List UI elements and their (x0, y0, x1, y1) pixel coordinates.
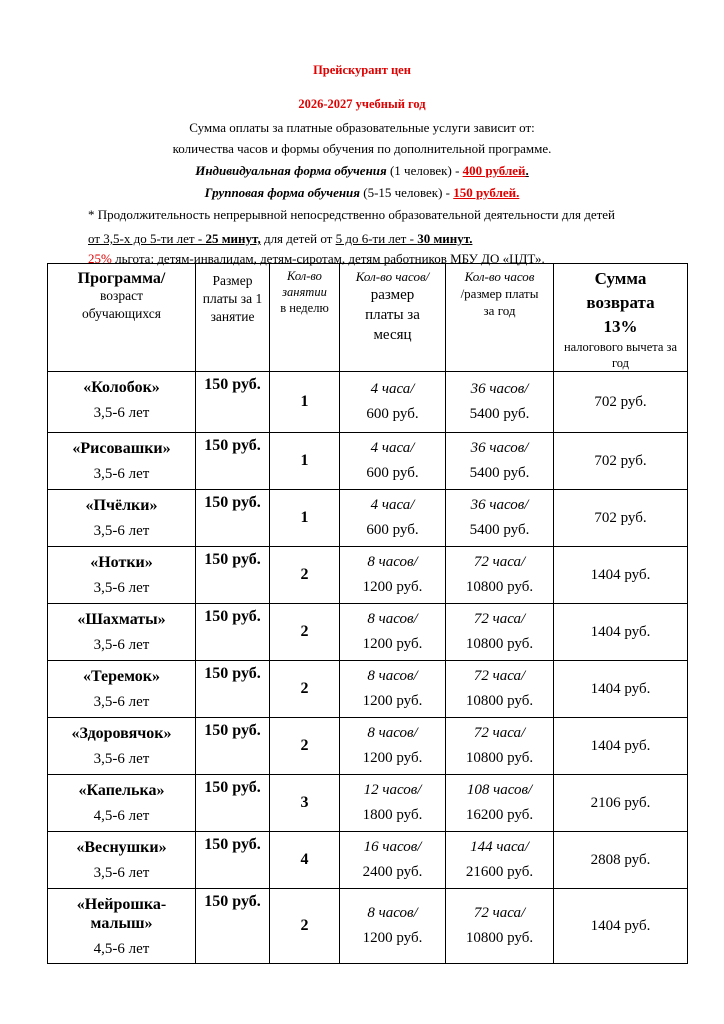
count-cell (270, 775, 340, 832)
count-value: 1 (300, 509, 309, 526)
refund-value: 702 руб. (594, 452, 647, 469)
table-row (48, 889, 688, 964)
duration-time-2: 30 минут. (417, 231, 473, 246)
discount-percent: 25% (88, 251, 112, 266)
fee-cell (196, 718, 270, 775)
program-cell (48, 547, 196, 604)
header-year (446, 264, 554, 372)
refund-value: 1404 руб. (590, 680, 651, 697)
group-people: (5-15 человек) - (359, 185, 454, 200)
count-value: 2 (300, 917, 309, 934)
program-name: «Капелька» (78, 782, 165, 799)
header-fee-text: Размер платы за 1 занятие (202, 273, 263, 324)
month-price: 600 руб. (366, 406, 419, 422)
count-cell (270, 832, 340, 889)
header-refund-main: Сумма возврата 13% (586, 269, 655, 336)
month-hours: 8 часов/ (367, 611, 418, 627)
program-age: 3,5-6 лет (93, 694, 150, 710)
program-age: 3,5-6 лет (93, 466, 150, 482)
year-price: 5400 руб. (469, 465, 530, 481)
count-value: 2 (300, 623, 309, 640)
month-hours: 8 часов/ (367, 554, 418, 570)
table-row (48, 433, 688, 490)
table-row (48, 547, 688, 604)
table-header-row (48, 264, 688, 372)
table-row (48, 832, 688, 889)
month-hours: 8 часов/ (367, 905, 418, 921)
header-refund-sub: налогового вычета за год (563, 340, 678, 370)
program-cell (48, 490, 196, 547)
fee-cell (196, 832, 270, 889)
program-age: 3,5-6 лет (93, 865, 150, 881)
month-cell (340, 832, 446, 889)
fee-value: 150 руб. (204, 437, 261, 454)
count-cell (270, 718, 340, 775)
month-hours: 16 часов/ (363, 839, 422, 855)
table-row (48, 490, 688, 547)
year-price: 10800 руб. (465, 693, 534, 709)
program-name: «Колобок» (83, 379, 160, 396)
month-cell (340, 889, 446, 964)
count-cell (270, 604, 340, 661)
count-cell (270, 433, 340, 490)
group-price: 150 рублей. (453, 185, 520, 200)
year-price: 10800 руб. (465, 750, 534, 766)
refund-value: 1404 руб. (590, 737, 651, 754)
refund-cell (554, 832, 688, 889)
fee-value: 150 руб. (204, 494, 261, 511)
fee-cell (196, 490, 270, 547)
header-refund (554, 264, 688, 372)
count-value: 2 (300, 680, 309, 697)
program-cell (48, 832, 196, 889)
program-age: 4,5-6 лет (93, 941, 150, 957)
duration-note-line-2 (88, 231, 472, 247)
table-row (48, 775, 688, 832)
month-price: 1200 руб. (362, 636, 423, 652)
year-cell (446, 889, 554, 964)
refund-value: 1404 руб. (590, 623, 651, 640)
duration-age-1: от 3,5-х до 5-ти лет - (88, 231, 206, 246)
fee-value: 150 руб. (204, 779, 261, 796)
program-cell (48, 433, 196, 490)
page-title: Прейскурант цен (313, 63, 411, 77)
fee-cell (196, 547, 270, 604)
individual-price: 400 рублей (462, 163, 526, 178)
refund-cell (554, 889, 688, 964)
month-price: 1200 руб. (362, 930, 423, 946)
year-price: 10800 руб. (465, 579, 534, 595)
duration-mid: для детей от (260, 231, 336, 246)
duration-age-2: 5 до 6-ти лет - (335, 231, 418, 246)
month-price: 1200 руб. (362, 579, 423, 595)
program-name: «Здоровячок» (71, 725, 172, 742)
year-cell (446, 372, 554, 433)
month-hours: 8 часов/ (367, 668, 418, 684)
program-cell (48, 604, 196, 661)
individual-form-label: Индивидуальная форма обучения (195, 163, 387, 178)
count-cell (270, 889, 340, 964)
refund-value: 2808 руб. (590, 851, 651, 868)
refund-cell (554, 433, 688, 490)
intro-line-1: Сумма оплаты за платные образовательные услуги зависит от: (189, 120, 535, 135)
group-form-label: Групповая форма обучения (204, 185, 360, 200)
year-hours: 72 часа/ (473, 554, 526, 570)
month-price: 2400 руб. (362, 864, 423, 880)
year-price: 10800 руб. (465, 636, 534, 652)
header-year-main: Кол-во часов (464, 269, 535, 284)
header-count (270, 264, 340, 372)
year-hours: 108 часов/ (466, 782, 533, 798)
count-cell (270, 661, 340, 718)
year-hours: 72 часа/ (473, 668, 526, 684)
header-month-sub: размер платы за месяц (365, 287, 420, 343)
price-table (47, 263, 688, 964)
fee-cell (196, 889, 270, 964)
month-hours: 12 часов/ (363, 782, 422, 798)
individual-people: (1 человек) - (386, 163, 463, 178)
year-price: 5400 руб. (469, 522, 530, 538)
academic-year: 2026-2027 учебный год (298, 97, 426, 111)
header-program-main: Программа/ (77, 270, 166, 287)
year-cell (446, 604, 554, 661)
month-price: 1200 руб. (362, 750, 423, 766)
year-hours: 36 часов/ (470, 381, 529, 397)
year-cell (446, 433, 554, 490)
fee-value: 150 руб. (204, 551, 261, 568)
month-cell (340, 372, 446, 433)
year-hours: 36 часов/ (470, 497, 529, 513)
refund-cell (554, 718, 688, 775)
discount-text: льгота: детям-инвалидам, детям-сиротам, детям работников МБУ ДО «ЦДТ». (111, 251, 545, 266)
refund-cell (554, 661, 688, 718)
header-month-main: Кол-во часов/ (355, 269, 430, 284)
header-count-sub: в неделю (280, 301, 329, 315)
year-price: 10800 руб. (465, 930, 534, 946)
program-age: 3,5-6 лет (93, 523, 150, 539)
year-hours: 72 часа/ (473, 725, 526, 741)
year-hours: 72 часа/ (473, 611, 526, 627)
month-price: 1800 руб. (362, 807, 423, 823)
count-cell (270, 547, 340, 604)
month-price: 600 руб. (366, 522, 419, 538)
fee-value: 150 руб. (204, 722, 261, 739)
year-cell (446, 661, 554, 718)
header-year-sub: /размер платы за год (460, 286, 539, 318)
program-name: «Шахматы» (77, 611, 166, 628)
month-hours: 4 часа/ (370, 497, 415, 513)
table-row (48, 604, 688, 661)
program-cell (48, 661, 196, 718)
duration-note-line-1: * Продолжительность непрерывной непосредственно образовательной деятельности для детей (88, 207, 616, 222)
count-value: 2 (300, 566, 309, 583)
year-price: 16200 руб. (465, 807, 534, 823)
count-value: 2 (300, 737, 309, 754)
program-name: «Рисовашки» (72, 440, 171, 457)
table-row (48, 661, 688, 718)
fee-value: 150 руб. (204, 376, 261, 393)
refund-cell (554, 372, 688, 433)
refund-value: 702 руб. (594, 509, 647, 526)
count-value: 3 (300, 794, 309, 811)
month-price: 600 руб. (366, 465, 419, 481)
month-cell (340, 604, 446, 661)
count-value: 4 (300, 851, 309, 868)
fee-cell (196, 661, 270, 718)
refund-cell (554, 547, 688, 604)
year-hours: 144 часа/ (470, 839, 529, 855)
year-price: 21600 руб. (465, 864, 534, 880)
month-hours: 4 часа/ (370, 381, 415, 397)
program-age: 3,5-6 лет (93, 637, 150, 653)
program-name: «Нотки» (90, 554, 153, 571)
refund-cell (554, 775, 688, 832)
header-program-sub: возраст обучающихся (82, 288, 161, 321)
month-hours: 4 часа/ (370, 440, 415, 456)
month-price: 1200 руб. (362, 693, 423, 709)
header-count-main: Кол-во занятии (282, 269, 327, 299)
header-month (340, 264, 446, 372)
refund-value: 702 руб. (594, 393, 647, 410)
program-age: 3,5-6 лет (93, 405, 150, 421)
individual-end: . (525, 163, 529, 178)
month-cell (340, 433, 446, 490)
year-cell (446, 490, 554, 547)
group-price-line (0, 185, 724, 201)
program-age: 4,5-6 лет (93, 808, 150, 824)
program-name: «Теремок» (82, 668, 161, 685)
fee-cell (196, 433, 270, 490)
program-cell (48, 889, 196, 964)
year-hours: 72 часа/ (473, 905, 526, 921)
fee-value: 150 руб. (204, 893, 261, 910)
fee-value: 150 руб. (204, 608, 261, 625)
count-value: 1 (300, 393, 309, 410)
count-value: 1 (300, 452, 309, 469)
year-cell (446, 832, 554, 889)
program-cell (48, 372, 196, 433)
refund-value: 1404 руб. (590, 917, 651, 934)
refund-cell (554, 490, 688, 547)
year-price: 5400 руб. (469, 406, 530, 422)
month-cell (340, 718, 446, 775)
header-program (48, 264, 196, 372)
fee-value: 150 руб. (204, 836, 261, 853)
year-cell (446, 718, 554, 775)
refund-cell (554, 604, 688, 661)
individual-price-line (0, 163, 724, 179)
program-cell (48, 775, 196, 832)
program-name: «Пчёлки» (85, 497, 158, 514)
refund-value: 1404 руб. (590, 566, 651, 583)
month-cell (340, 661, 446, 718)
count-cell (270, 490, 340, 547)
count-cell (270, 372, 340, 433)
month-cell (340, 775, 446, 832)
year-cell (446, 775, 554, 832)
fee-cell (196, 372, 270, 433)
program-age: 3,5-6 лет (93, 751, 150, 767)
year-cell (446, 547, 554, 604)
month-cell (340, 490, 446, 547)
table-row (48, 718, 688, 775)
fee-value: 150 руб. (204, 665, 261, 682)
program-age: 3,5-6 лет (93, 580, 150, 596)
program-name: «Веснушки» (76, 839, 167, 856)
month-hours: 8 часов/ (367, 725, 418, 741)
duration-time-1: 25 минут, (205, 231, 261, 246)
month-cell (340, 547, 446, 604)
intro-line-2: количества часов и формы обучения по дополнительной программе. (172, 141, 552, 156)
year-hours: 36 часов/ (470, 440, 529, 456)
program-cell (48, 718, 196, 775)
table-row (48, 372, 688, 433)
refund-value: 2106 руб. (590, 794, 651, 811)
fee-cell (196, 775, 270, 832)
header-fee (196, 264, 270, 372)
program-name: «Нейрошка-малыш» (76, 896, 167, 932)
fee-cell (196, 604, 270, 661)
